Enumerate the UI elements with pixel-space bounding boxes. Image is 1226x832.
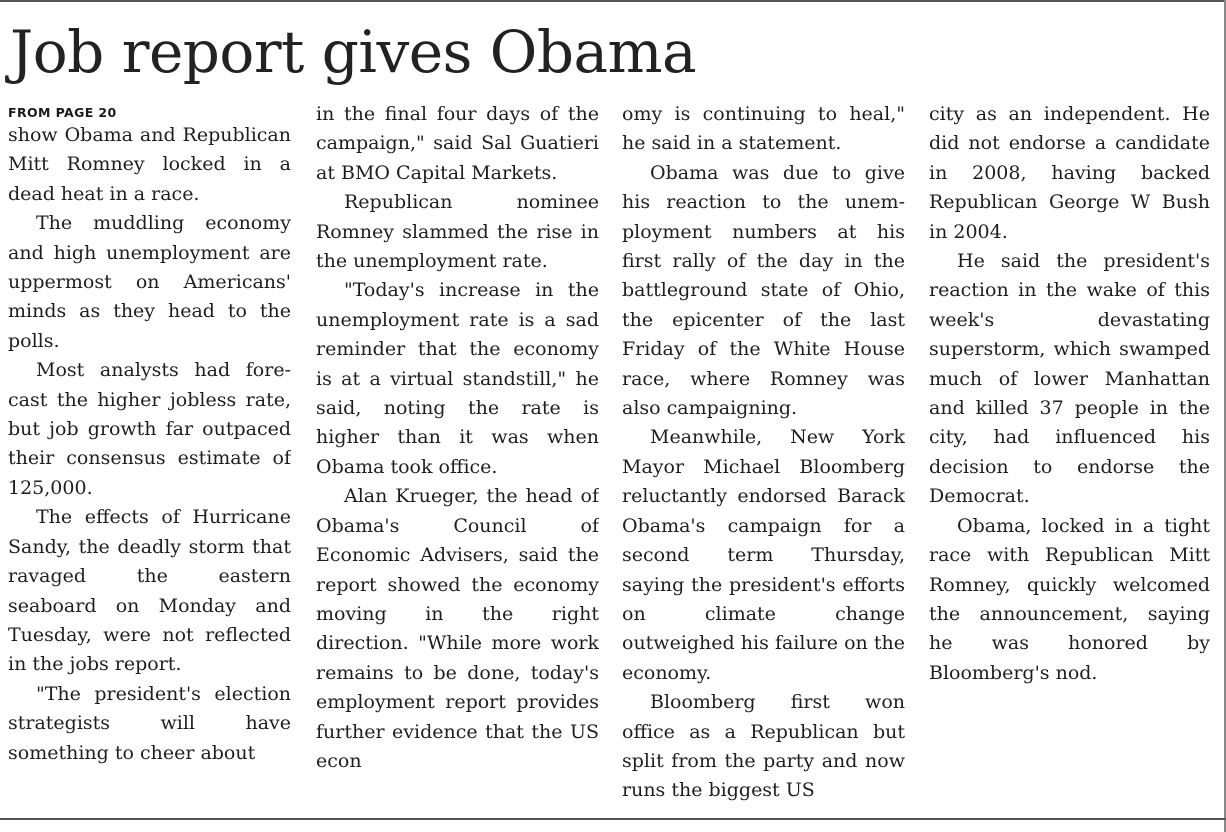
paragraph: The muddling economy and high unemployment are uppermost on Americans' minds as they head to the polls.	[8, 212, 291, 352]
article-column-3	[622, 100, 905, 810]
paragraph: "The president's election strategists will have something to cheer about	[8, 682, 291, 764]
paragraph: city as an independent. He did not endorse a candidate in 2008, having backed Republican George W Bush in 2004.	[929, 103, 1210, 243]
paragraph: Alan Krueger, the head of Obama's Council of Economic Advisers, said the report showed the economy moving in the right direction. "While more work remains to be done, today's employment report provides further evidence that the US econ	[316, 485, 599, 772]
paragraph: omy is continuing to heal," he said in a statement.	[622, 103, 905, 155]
jump-line: FROM PAGE 20	[8, 105, 117, 120]
top-rule	[0, 0, 1226, 2]
article-column-1	[8, 100, 291, 810]
paragraph: show Obama and Republican Mitt Romney locked in a dead heat in a race.	[8, 124, 291, 205]
paragraph: He said the president's reaction in the wake of this week's devastating superstorm, which swamped much of lower Manhattan and killed 37 people in the city, had influenced his decision to endorse the Democrat.	[929, 250, 1210, 508]
article-column-4	[929, 100, 1210, 810]
paragraph: Republican nominee Romney slammed the rise in the unemployment rate.	[316, 191, 599, 273]
paragraph: The effects of Hurricane Sandy, the deadly storm that ravaged the eastern seaboard on Monday and Tuesday, were not reflected in the jobs report.	[8, 506, 291, 676]
paragraph: Obama, locked in a tight race with Republican Mitt Romney, quickly welcomed the announcement, saying he was honored by Bloomberg's nod.	[929, 514, 1210, 684]
bottom-rule	[0, 818, 1226, 820]
paragraph: Meanwhile, New York Mayor Michael Bloomberg reluctantly endorsed Barack Obama's campaign for a second term Thursday, saying the president's efforts on climate change outweighed his failure on the economy.	[622, 426, 905, 684]
paragraph: Most analysts had forecast the higher jobless rate, but job growth far outpaced their consensus estimate of 125,000.	[8, 359, 291, 499]
headline: Job report gives Obama	[10, 18, 697, 86]
paragraph: "Today's increase in the unemployment rate is a sad reminder that the economy is at a virtual standstill," he said, noting the rate is higher than it was when Obama took office.	[316, 279, 599, 478]
paragraph: in the final four days of the campaign," said Sal Guatieri at BMO Capital Markets.	[316, 103, 599, 184]
article-column-2	[316, 100, 599, 810]
paragraph: Bloomberg first won office as a Republican but split from the party and now runs the biggest US	[622, 691, 905, 802]
paragraph: Obama was due to give his reaction to the unemployment numbers at his first rally of the day in the battleground state of Ohio, the epicenter of the last Friday of the White House race, where Romney was also campaigning.	[622, 161, 905, 420]
